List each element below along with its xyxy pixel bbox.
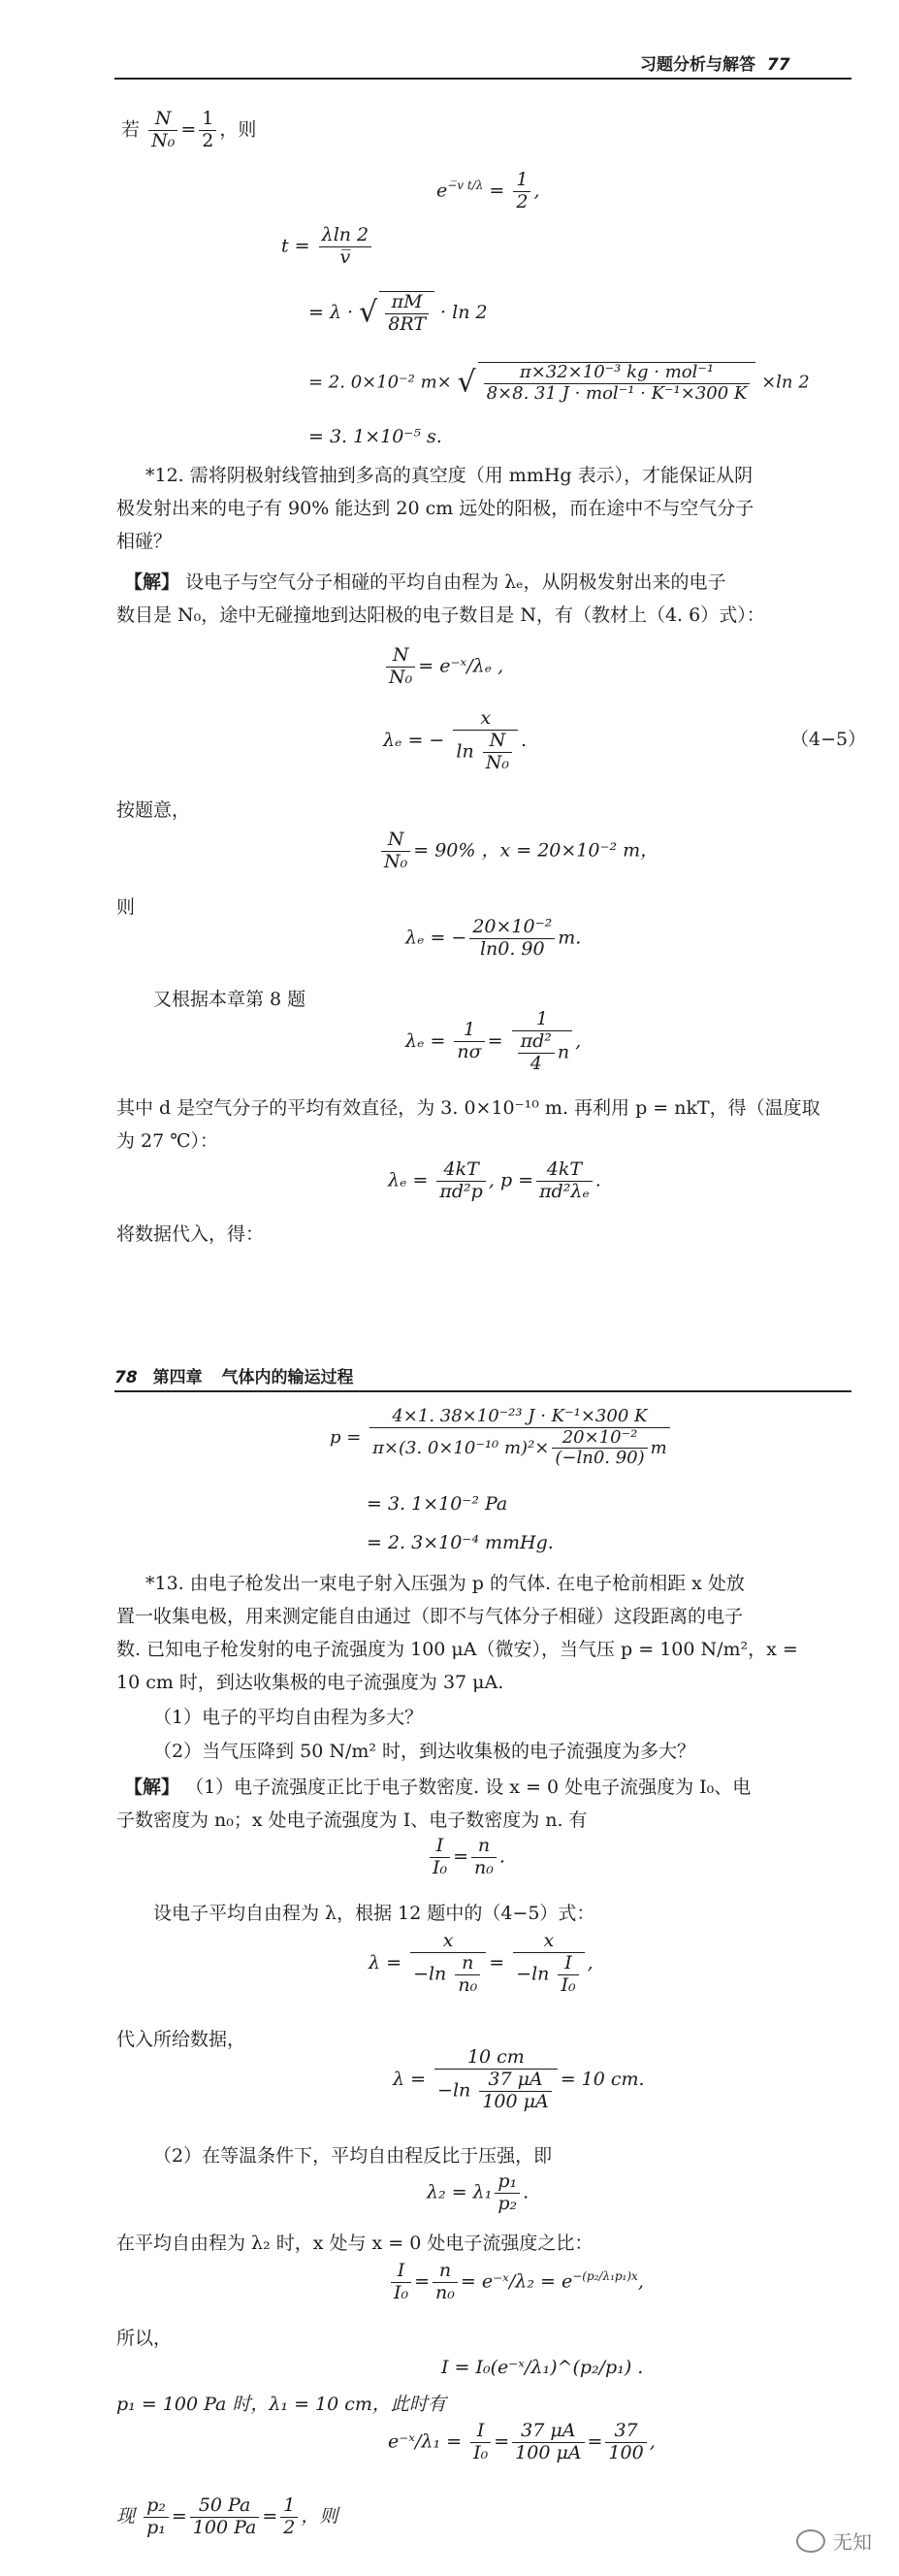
- den: I₀: [561, 1973, 576, 1996]
- fraction-2: [536, 1159, 593, 1203]
- rhs: · ln 2: [440, 301, 488, 323]
- mid: = e⁻ˣ/λ₂ = e: [460, 2270, 573, 2293]
- p-equation: [330, 1407, 673, 1469]
- solution-13-line-1: [124, 1777, 751, 1799]
- fraction-1: [144, 2495, 169, 2539]
- p-lambda-equation: λₑ = $\frac{4kT}{\text{πd²p}}$ , p = $\frac{4kT}{\text{πd²λₑ}}$ .: [388, 1158, 601, 1202]
- inner-fraction: [518, 1031, 555, 1075]
- chapter-title: 气体内的输运过程: [221, 1368, 354, 1387]
- fraction-1: [470, 2421, 491, 2464]
- num: N: [381, 830, 410, 852]
- p1-line: p₁ = 100 Pa 时，λ₁ = 10 cm，此时有: [116, 2394, 446, 2415]
- den: I₀: [394, 2281, 409, 2303]
- rhs: = 90% ，x = 20×10⁻² m，: [413, 839, 659, 862]
- num: I: [470, 2421, 491, 2443]
- page-number: 77: [766, 55, 790, 75]
- num: I: [558, 1953, 578, 1975]
- num: 37 μA: [512, 2421, 584, 2443]
- ln: −ln: [516, 1963, 550, 1985]
- ratio-equation: $\frac{I}{\text{I₀}}$ = $\frac{n}{\text{n₀}}$ .: [427, 1836, 505, 1879]
- lambda-equation: λ = x −ln $\frac{n}{\text{n₀}}$ = x −ln $\frac{I}{\text{I₀}}$ ,: [369, 1930, 594, 1996]
- den: [512, 1031, 573, 1075]
- den: I₀: [473, 2441, 489, 2463]
- fraction-2: [433, 2261, 458, 2304]
- num: π×32×10⁻³ kg · mol⁻¹: [484, 363, 751, 384]
- den: p₁: [146, 2516, 166, 2538]
- den: v̅: [339, 245, 351, 268]
- per-topic: 按题意，: [116, 799, 191, 821]
- unit: m.: [558, 927, 582, 949]
- fraction-1: [410, 1931, 486, 1997]
- lambda-value-equation: λ = 10 cm −ln $\frac{37 \mu A}{100 \mu A}$ = 10 cm.: [393, 2046, 645, 2112]
- inner: [455, 1953, 480, 1997]
- num: p₁: [495, 2171, 520, 2194]
- den: [369, 1428, 670, 1469]
- den: n₀: [435, 2281, 455, 2303]
- now: 现: [116, 2505, 136, 2527]
- q8-equation: λₑ = $\frac{1}{n\sigma}$ = 1 $\frac{\text{πd²}}{4}$ n ,: [405, 1008, 582, 1074]
- den: N₀: [485, 751, 509, 773]
- solution-13-line-2: 子数密度为 n₀；x 处电子流强度为 I、电子数密度为 n. 有: [116, 1810, 588, 1831]
- set-lambda: 设电子平均自由程为 λ，根据 12 题中的（4−5）式：: [153, 1903, 595, 1924]
- question-12-line-2: 极发射出来的电子有 90% 能达到 20 cm 远处的阳极，而在途中不与空气分子: [116, 498, 755, 519]
- lambda-e-value: λₑ = − $\frac{\text{20×10⁻²}}{\ln 0. 90}$ m.: [405, 916, 582, 960]
- sqrt-sign: √: [359, 295, 378, 330]
- rhs: e⁻ˣ/λₑ ,: [439, 655, 504, 677]
- unit: m: [650, 1437, 667, 1458]
- fraction-1: [436, 1159, 485, 1203]
- therefore-label: 所以，: [116, 2328, 173, 2349]
- fraction-1: [391, 2261, 411, 2304]
- num: πM: [385, 292, 429, 314]
- den: I₀: [433, 1856, 448, 1878]
- num: 1: [199, 109, 216, 131]
- num: 1: [512, 1009, 573, 1031]
- num: p₂: [144, 2495, 169, 2518]
- num: x: [513, 1931, 584, 1953]
- question-13-line-2: 置一收集电极，用来测定能自由通过（即不与气体分子相碰）这段距离的电子: [116, 1606, 744, 1627]
- den: 2: [516, 190, 529, 212]
- wechat-icon: [796, 2529, 825, 2553]
- num: 10 cm: [434, 2047, 558, 2070]
- fraction-2: [512, 1009, 573, 1075]
- now-equation: 现 $\frac{\text{p₂}}{\text{p₁}}$ = $\frac{50 Pa}{100 Pa}$ = $\frac{1}{2}$ ，则: [116, 2494, 338, 2538]
- question-13-line-1: *13. 由电子枪发出一束电子射入压强为 p 的气体. 在电子枪前相距 x 处放: [145, 1573, 745, 1594]
- num: x: [453, 708, 518, 731]
- den: [434, 2070, 558, 2113]
- den: πd²p: [439, 1180, 483, 1202]
- e-lambda1-equation: e⁻ˣ/λ₁ = $\frac{I}{\text{I₀}}$ = $\frac{37 \mu A}{100 \mu A}$ = $\frac{37}{100}$ ,: [388, 2420, 656, 2463]
- sqrt-sign: √: [457, 365, 476, 400]
- d-line-1: 其中 d 是空气分子的平均有效直径，为 3. 0×10⁻¹⁰ m. 再利用 p = nkT，得（温度取: [116, 1097, 820, 1119]
- I-equation: I = I₀(e⁻ˣ/λ₁)^(p₂/p₁) .: [441, 2357, 644, 2378]
- den: 100 μA: [482, 2090, 549, 2112]
- exp-equation: $e^{-̅v t/\lambda}$ = $\frac{1}{2}$ ,: [436, 169, 540, 212]
- num: 37: [605, 2421, 646, 2443]
- num: 4kT: [536, 1159, 593, 1182]
- fraction: [385, 292, 429, 336]
- exp-power: −̅v t/λ: [447, 179, 484, 193]
- num: 20×10⁻²: [552, 1428, 647, 1450]
- num: 20×10⁻²: [469, 917, 555, 939]
- den: n₀: [458, 1973, 478, 1996]
- num: N: [483, 731, 512, 753]
- tail: ，则: [301, 2505, 338, 2527]
- fraction-1: [430, 1836, 450, 1879]
- fraction: [469, 917, 555, 961]
- den: 4: [530, 1052, 542, 1074]
- lhs: p =: [499, 1169, 534, 1191]
- num: 4×1. 38×10⁻²³ J · K⁻¹×300 K: [369, 1407, 670, 1428]
- solution-tag: 【解】: [124, 571, 180, 593]
- radicand: [478, 362, 756, 404]
- num: 37 μA: [479, 2070, 551, 2092]
- condition-line: 若 $\frac{N}{\text{N₀}}$ = $\frac{1}{2}$ ，则: [121, 108, 257, 151]
- lhs: λ =: [369, 1951, 402, 1973]
- lhs: e⁻ˣ/λ₁ =: [388, 2430, 463, 2453]
- num: N: [148, 109, 177, 131]
- num: 4kT: [436, 1159, 485, 1182]
- lambda2-equation: λ₂ = λ₁ $\frac{\text{p₁}}{\text{p₂}}$ .: [427, 2170, 530, 2214]
- question-13-line-4: 10 cm 时，到达收集极的电子流强度为 37 μA.: [116, 1672, 504, 1693]
- text: 设电子与空气分子相碰的平均自由程为 λₑ，从阴极发射出来的电子: [185, 571, 726, 593]
- step-3: [308, 362, 810, 404]
- num: 1: [280, 2495, 298, 2518]
- den: 2: [283, 2516, 296, 2538]
- den: nσ: [457, 1041, 482, 1063]
- fraction-2: [512, 2421, 584, 2464]
- question-12-line-1: *12. 需将阴极射线管抽到多高的真空度（用 mmHg 表示），才能保证从阴: [145, 465, 754, 486]
- den: [513, 1953, 584, 1997]
- fraction: [369, 1407, 670, 1469]
- fraction-2: [513, 1931, 584, 1997]
- substitute-given: 代入所给数据，: [116, 2029, 246, 2050]
- fraction: [484, 363, 751, 404]
- solution-12-line-1: [124, 572, 726, 594]
- question-12-line-3: 相碰？: [116, 531, 173, 552]
- solution-12-line-2: 数目是 N₀，途中无碰撞地到达阳极的电子数目是 N，有（教材上（4. 6）式）：: [116, 604, 765, 626]
- question-13-sub-2: （2）当气压降到 50 N/m² 时，到达收集极的电子流强度为多大？: [153, 1741, 696, 1762]
- watermark: [796, 2527, 872, 2555]
- den: (−ln0. 90): [555, 1448, 645, 1469]
- inner: [479, 2070, 551, 2113]
- then-label: 则: [116, 897, 136, 918]
- equation-tag: （4−5）: [790, 729, 867, 750]
- den: 8×8. 31 J · mol⁻¹ · K⁻¹×300 K: [486, 382, 748, 404]
- num: 1: [454, 1020, 484, 1042]
- ln: −ln: [437, 2079, 471, 2102]
- lhs: = λ ·: [308, 301, 354, 323]
- den: N₀: [151, 129, 176, 151]
- fraction-2: [471, 1836, 497, 1879]
- also-q8: 又根据本章第 8 题: [153, 989, 306, 1010]
- den: πd²λₑ: [539, 1180, 590, 1202]
- den: N₀: [384, 850, 408, 872]
- den: 8RT: [388, 312, 426, 335]
- eq-4-5-b: λₑ = − x ln $\frac{N}{\text{N₀}}$ .: [383, 707, 528, 773]
- num: λln 2: [319, 225, 371, 247]
- num: 50 Pa: [190, 2495, 260, 2518]
- page-number: 78: [114, 1368, 138, 1387]
- fraction-n-over-n0: [148, 109, 177, 152]
- ratio2-line: 在平均自由程为 λ₂ 时，x 处与 x = 0 处电子流强度之比：: [116, 2233, 594, 2254]
- num: πd²: [518, 1031, 555, 1054]
- running-header: [640, 50, 790, 75]
- inner-fraction: [483, 731, 512, 774]
- num: n: [433, 2261, 458, 2283]
- fraction-3: [605, 2421, 646, 2464]
- lhs: λₑ = −: [383, 729, 445, 751]
- radicand: [379, 291, 434, 336]
- den: [453, 731, 518, 774]
- lhs: p =: [330, 1427, 362, 1449]
- result: = 10 cm.: [560, 2068, 645, 2090]
- exp: −(p₂/λ₁p₁)x: [572, 2269, 638, 2284]
- d-line-2: 为 27 ℃）：: [116, 1130, 219, 1152]
- num: I: [430, 1836, 450, 1858]
- solution-tag: 【解】: [124, 1777, 180, 1798]
- fraction-3: [280, 2495, 298, 2539]
- step-4: = 3. 1×10⁻⁵ s.: [308, 426, 442, 447]
- den: ln0. 90: [479, 937, 545, 960]
- rhs: ×ln 2: [761, 372, 810, 393]
- inner: [558, 1953, 578, 1997]
- den: p₂: [498, 2192, 518, 2214]
- question-13-sub-1: （1）电子的平均自由程为多大？: [153, 1707, 424, 1728]
- lhs: t =: [281, 235, 310, 257]
- lhs: λₑ =: [405, 1029, 446, 1052]
- n: n: [557, 1041, 570, 1063]
- substitute-data: 将数据代入，得：: [116, 1223, 265, 1245]
- num: n: [455, 1953, 480, 1975]
- fraction-2: [190, 2495, 260, 2539]
- fraction: [319, 225, 371, 269]
- den: 2: [202, 129, 214, 151]
- chapter: 第四章: [152, 1368, 203, 1387]
- fraction: [495, 2171, 520, 2215]
- fraction: [434, 2047, 558, 2113]
- text-then: ，则: [219, 118, 257, 141]
- den: N₀: [389, 666, 413, 688]
- header-rule: [114, 78, 851, 80]
- exp-base: e: [436, 179, 448, 202]
- den: n₀: [474, 1856, 494, 1878]
- condition-90: [378, 830, 658, 873]
- ratio2-equation: $\frac{I}{\text{I₀}}$ = $\frac{n}{\text{n₀}}$ = e⁻ˣ/λ₂ = $e^{-(p_2/\lambda_1p_1)x}$,: [388, 2261, 644, 2304]
- num: N: [386, 645, 415, 668]
- fraction: [381, 830, 410, 873]
- fraction: [453, 708, 518, 774]
- eq-4-5-a: $\frac{N}{\text{N₀}}$ = e⁻ˣ/λₑ ,: [383, 645, 503, 689]
- den: 100 Pa: [192, 2516, 257, 2538]
- lhs: λ₂ = λ₁: [427, 2181, 493, 2203]
- fraction-half: [513, 170, 530, 213]
- ln: −ln: [413, 1963, 447, 1985]
- num: n: [471, 1836, 497, 1858]
- running-header-78: [114, 1363, 354, 1387]
- text: （1）电子流强度正比于电子数密度. 设 x = 0 处电子流强度为 I₀、电: [185, 1777, 752, 1798]
- ln: ln: [456, 740, 474, 763]
- text-if: 若: [121, 118, 141, 141]
- den: 100: [608, 2441, 644, 2463]
- header-title: 习题分析与解答: [640, 55, 755, 75]
- num: 1: [513, 170, 530, 192]
- lhs: = 2. 0×10⁻² m×: [308, 372, 452, 393]
- fraction-half: [199, 109, 216, 152]
- num: I: [391, 2261, 411, 2283]
- fraction-1: [454, 1020, 484, 1063]
- p-result-2: = 2. 3×10⁻⁴ mmHg.: [367, 1532, 554, 1553]
- part-2-line: （2）在等温条件下，平均自由程反比于压强，即: [153, 2145, 553, 2167]
- num: x: [410, 1931, 486, 1953]
- watermark-text: 无知: [833, 2530, 872, 2554]
- header-rule-78: [114, 1390, 851, 1392]
- p-result-1: = 3. 1×10⁻² Pa: [367, 1493, 508, 1515]
- fraction: [386, 645, 415, 689]
- inner-fraction: [552, 1428, 647, 1469]
- step-2: [308, 291, 488, 336]
- t-equation: [281, 225, 374, 269]
- den: 100 μA: [515, 2441, 582, 2463]
- question-13-line-3: 数. 已知电子枪发射的电子流强度为 100 μA（微安），当气压 p = 100 N/m²，x =: [116, 1639, 798, 1660]
- den: [410, 1953, 486, 1997]
- den-a: π×(3. 0×10⁻¹⁰ m)²×: [372, 1437, 550, 1458]
